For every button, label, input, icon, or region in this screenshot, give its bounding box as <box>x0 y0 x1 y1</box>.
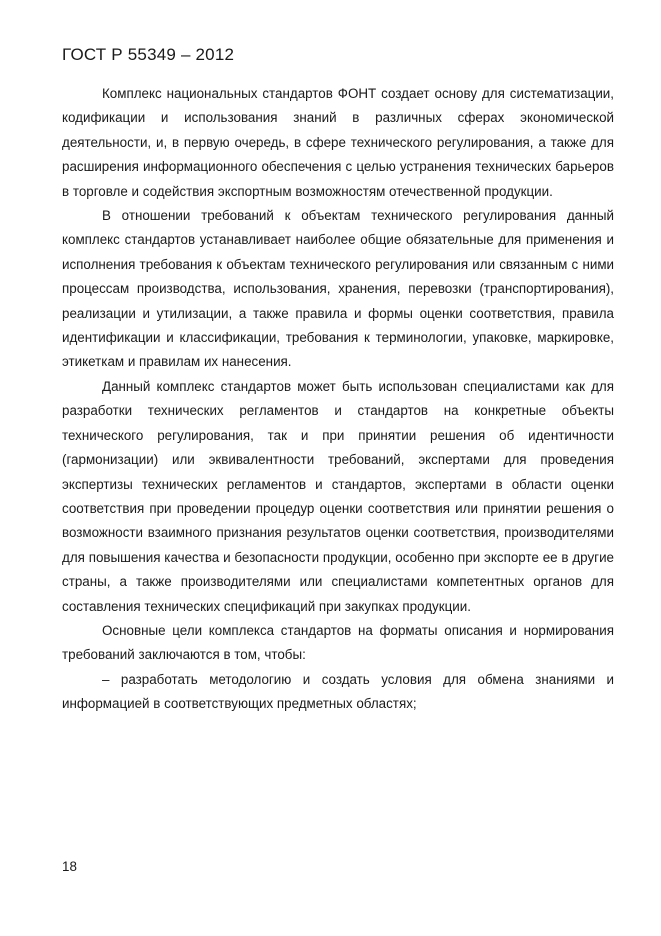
paragraph-goals: Основные цели комплекса стандартов на форматы описания и нормирования требований заключаются в том, чтобы: <box>62 622 614 663</box>
paragraph-requirements: В отношении требований к объектам технического регулирования данный комплекс стандартов устанавливает наиболее общие обязательные для применения и исполнения требования к объектам технического регулирования или связанным с ними процессам производства, использования, хранения, перевозки (транспортирования), реализации и утилизации, а также правила и формы оценки соответствия, правила идентификации и классификации, требования к терминологии, упаковке, маркировке, этикеткам и правилам их нанесения. <box>62 208 614 370</box>
paragraph-usage: Данный комплекс стандартов может быть использован специалистами как для разработки технических регламентов и стандартов на конкретные объекты технического регулирования, так и при принятии решения об идентичности (гармонизации) или эквивалентности требований, экспертами для проведения экспертизы технических регламентов и стандартов, экспертами в области оценки соответствия при проведении процедур оценки соответствия или принятии решения о возможности взаимного признания результатов оценки соответствия, производителями для повышения качества и безопасности продукции, особенно при экспорте ее в другие страны, а также производителями или специалистами компетентных органов для составления технических спецификаций при закупках продукции. <box>62 378 614 614</box>
paragraph-intro: Комплекс национальных стандартов ФОНТ создает основу для систематизации, кодификации и использования знаний в различных сферах экономической деятельности, и, в первую очередь, в сфере технического регулирования, а также для расширения информационного обеспечения с целью устранения технических барьеров в торговле и содействия экспортным возможностям отечественной продукции. <box>62 86 614 199</box>
standard-header: ГОСТ Р 55349 – 2012 <box>62 45 235 64</box>
list-item-goal-1: – разработать методологию и создать условия для обмена знаниями и информацией в соответствующих предметных областях; <box>62 671 614 712</box>
page-number: 18 <box>62 859 77 874</box>
document-body <box>62 82 614 717</box>
